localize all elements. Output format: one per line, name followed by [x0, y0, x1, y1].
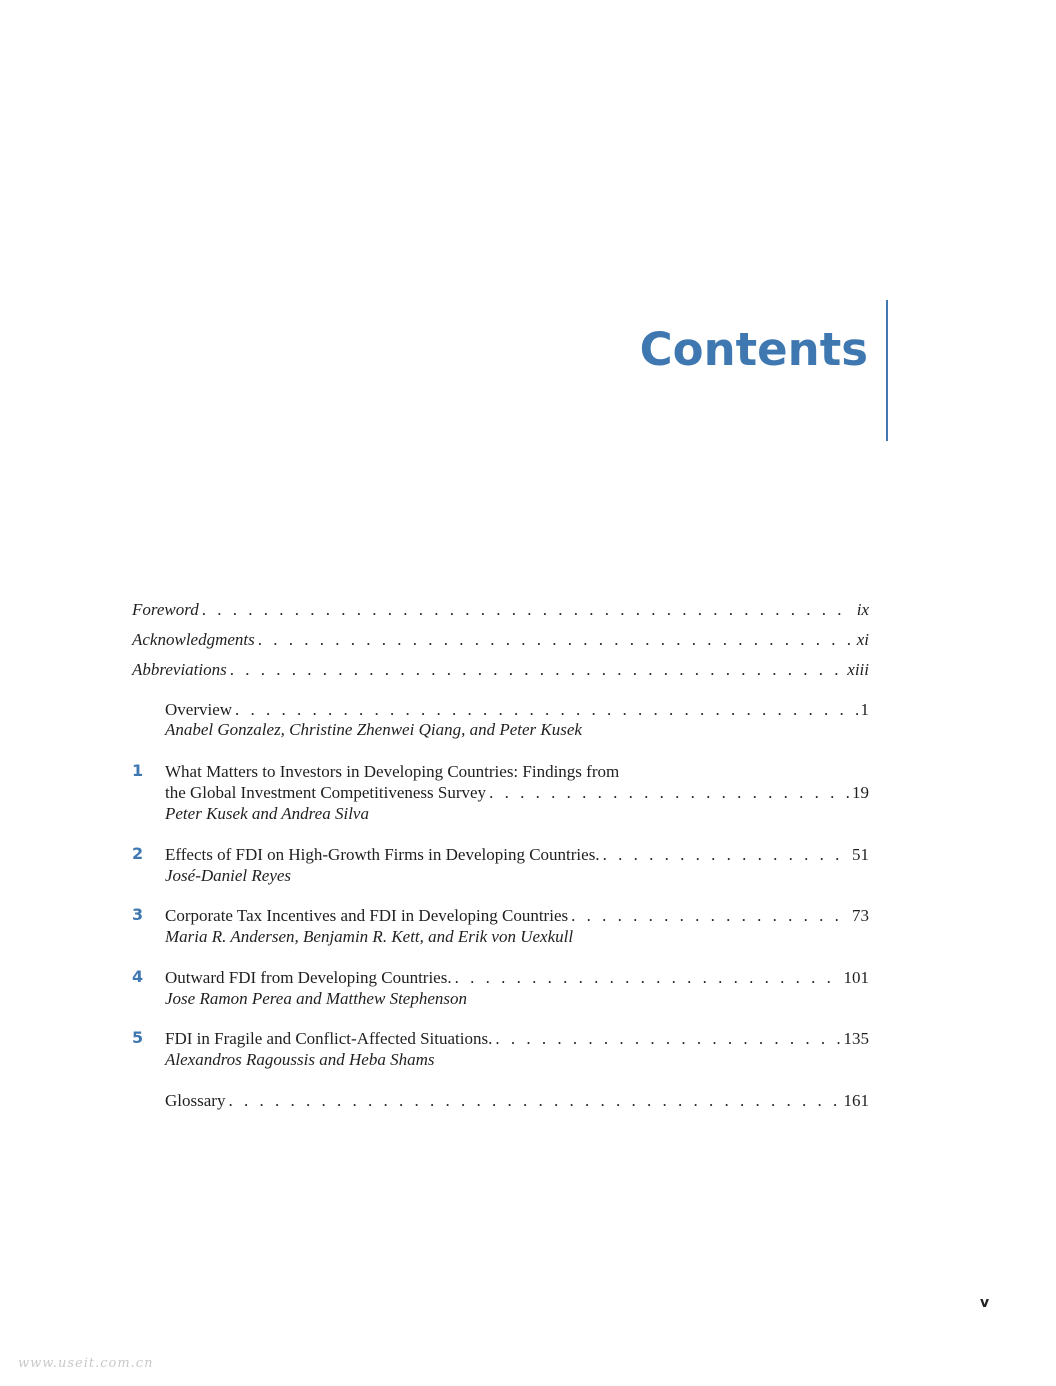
dot-leader: [455, 968, 841, 988]
toc-entry-chapter-2[interactable]: [165, 845, 869, 865]
page-title: Contents: [639, 323, 868, 377]
toc-entry-chapter-1[interactable]: [165, 783, 869, 803]
toc-entry-authors: Jose Ramon Perea and Matthew Stephenson: [165, 989, 467, 1008]
toc-entry-page: 1: [860, 700, 869, 719]
toc-entry-page: 73: [852, 906, 869, 925]
toc-entry-label: Effects of FDI on High-Growth Firms in Developing Countries.: [165, 845, 600, 864]
toc-entry-authors: Anabel Gonzalez, Christine Zhenwei Qiang, and Peter Kusek: [165, 720, 582, 739]
toc-entry-chapter-3[interactable]: [165, 906, 869, 926]
toc-entry-label: Outward FDI from Developing Countries.: [165, 968, 452, 987]
toc-entry-abbreviations[interactable]: [132, 660, 869, 680]
chapter-number: 1: [132, 761, 144, 780]
dot-leader: [603, 845, 849, 865]
toc-entry-acknowledgments[interactable]: [132, 630, 869, 650]
dot-leader: [228, 1091, 840, 1111]
toc-entry-page: 51: [852, 845, 869, 864]
toc-entry-label: Glossary: [165, 1091, 226, 1110]
dot-leader: [258, 630, 854, 650]
dot-leader: [235, 700, 857, 720]
chapter-number: 4: [132, 967, 144, 986]
toc-entry-page: xiii: [847, 660, 869, 679]
toc-entry-label: Acknowledgments: [132, 630, 255, 649]
toc-entry-foreword[interactable]: [132, 600, 869, 620]
toc-entry-title-line[interactable]: What Matters to Investors in Developing Countries: Findings from: [165, 762, 620, 781]
chapter-number: 2: [132, 844, 144, 863]
watermark-text: www.useit.com.cn: [18, 1356, 154, 1371]
toc-entry-glossary[interactable]: [165, 1091, 869, 1111]
toc-entry-authors: José-Daniel Reyes: [165, 866, 292, 885]
toc-entry-authors: Alexandros Ragoussis and Heba Shams: [165, 1050, 435, 1069]
dot-leader: [202, 600, 854, 620]
toc-entry-page: 135: [843, 1029, 869, 1048]
toc-entry-chapter-5[interactable]: [165, 1029, 869, 1049]
toc-entry-authors: Peter Kusek and Andrea Silva: [165, 804, 369, 823]
toc-entry-page: xi: [856, 630, 869, 649]
toc-entry-label: Corporate Tax Incentives and FDI in Developing Countries: [165, 906, 569, 925]
toc-entry-authors: Maria R. Andersen, Benjamin R. Kett, and Erik von Uexkull: [165, 927, 574, 946]
toc-entry-label: Foreword: [132, 600, 199, 619]
toc-entry-page: 161: [843, 1091, 869, 1110]
toc-entry-label: FDI in Fragile and Conflict-Affected Situations.: [165, 1029, 493, 1048]
title-vertical-rule: [886, 300, 888, 441]
toc-entry-overview[interactable]: [165, 700, 869, 720]
page-folio: v: [980, 1295, 990, 1311]
toc-entry-label: Overview: [165, 700, 233, 719]
toc-entry-page: ix: [856, 600, 869, 619]
toc-entry-label: the Global Investment Competitiveness Survey: [165, 783, 487, 802]
toc-entry-page: 101: [843, 968, 869, 987]
toc-entry-label: Abbreviations: [132, 660, 227, 679]
dot-leader: [489, 783, 849, 803]
toc-entry-chapter-4[interactable]: [165, 968, 869, 988]
dot-leader: [571, 906, 849, 926]
toc-entry-page: 19: [852, 783, 869, 802]
chapter-number: 5: [132, 1028, 144, 1047]
dot-leader: [495, 1029, 840, 1049]
dot-leader: [230, 660, 845, 680]
chapter-number: 3: [132, 905, 144, 924]
